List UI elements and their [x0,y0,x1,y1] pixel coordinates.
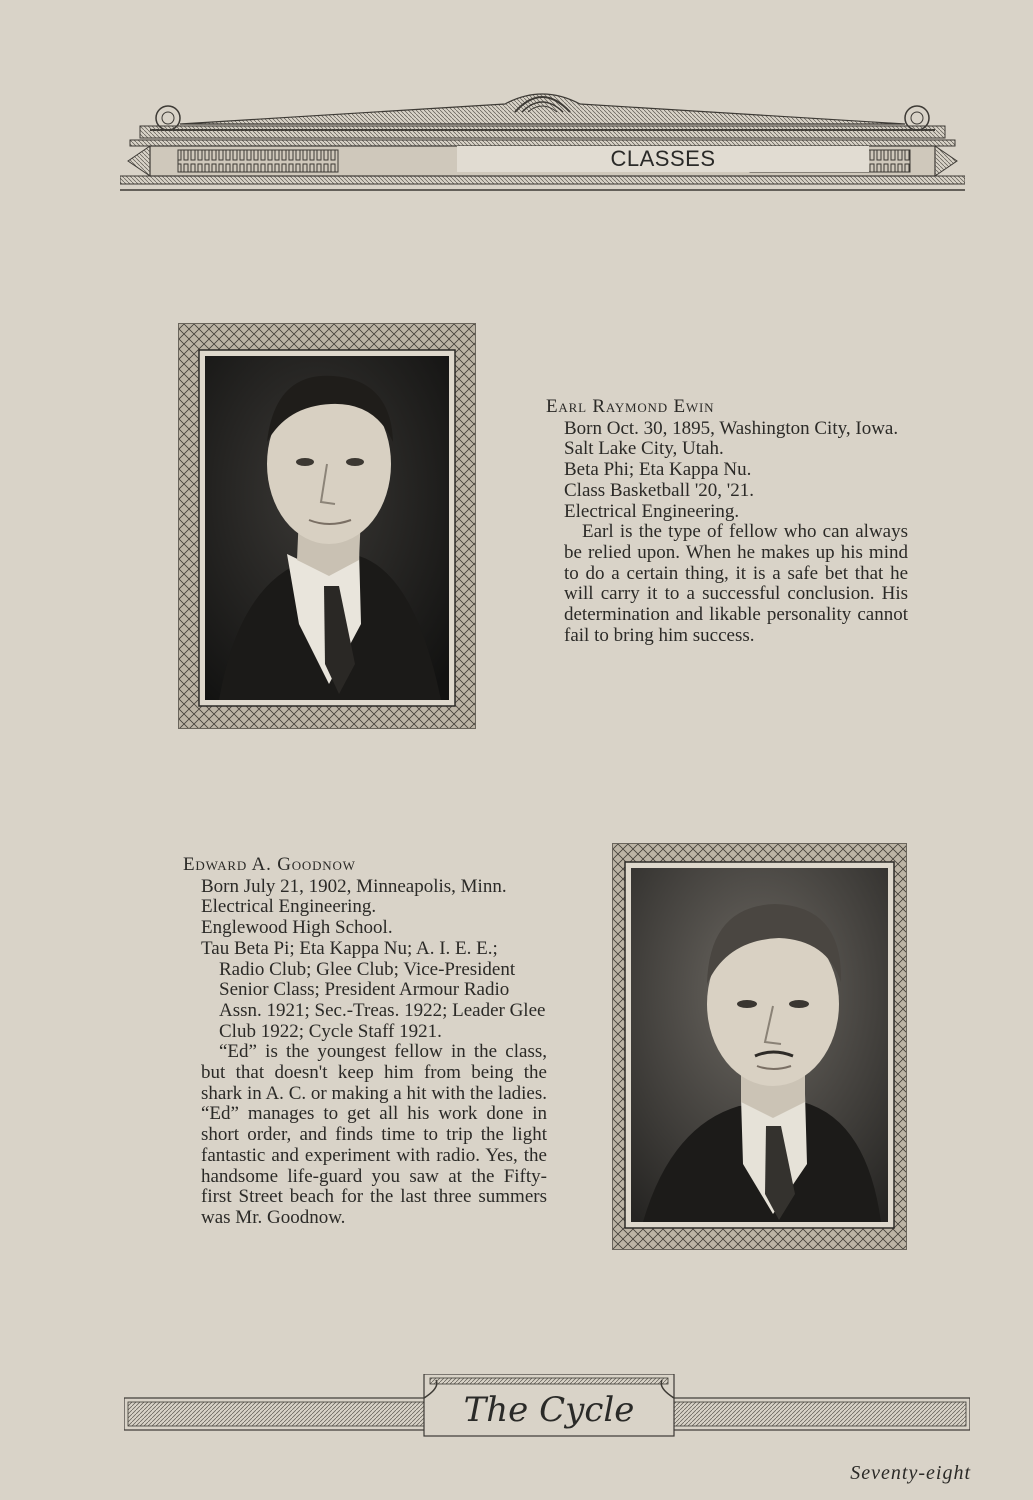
student-name: Earl Raymond Ewin [546,396,715,417]
student-fact: Born July 21, 1902, Minneapolis, Minn. [201,875,507,897]
page-number: Seventy-eight [850,1462,971,1484]
student-description: Earl is the type of fellow who can always be relied upon. When he makes up his mind to do a certain thing, it is a safe bet that he will carry it to a successful conclusion. His determination and likable personality cannot fail to bring him success. [564,521,908,646]
student-bio-earl [546,397,908,646]
cycle-footer-ornament [124,1374,970,1440]
classes-header-ornament [120,82,965,197]
page-section-title: CLASSES [457,146,869,172]
header-ornament-art [120,82,965,197]
student-fact: Electrical Engineering. [201,896,377,918]
student-bio-edward [183,855,547,1229]
portrait-photo-edward [613,844,906,1249]
student-fact: Born Oct. 30, 1895, Washington City, Iowa. [564,417,899,439]
yearbook-title: The Cycle [463,1390,635,1430]
student-fact: Beta Phi; Eta Kappa Nu. [564,459,752,481]
portrait-photo-earl [179,324,475,728]
student-fact: Class Basketball '20, '21. [564,479,754,501]
student-fact: Electrical Engineering. [564,500,740,522]
portrait-frame-edward [612,843,907,1250]
portrait-frame-earl [178,323,476,729]
student-fact: Englewood High School. [201,917,393,939]
student-fact: Salt Lake City, Utah. [564,438,724,460]
student-fact: Tau Beta Pi; Eta Kappa Nu; A. I. E. E.; Radio Club; Glee Club; Vice-President Senior Class; President Armour Radio Assn. 1921; Sec.-Treas. 1922; Leader Glee Club 1922; Cycle Staff 1921. [201,937,546,1042]
student-description: “Ed” is the youngest fellow in the class, but that doesn't keep him from being the shark in A. C. or making a hit with the ladies. “Ed” manages to get all his work done in short order, and finds time to trip the light fantastic and experiment with radio. Yes, the handsome life-guard you saw at the Fifty-first Street beach for the last three summers was Mr. Goodnow. [201,1041,547,1228]
student-name: Edward A. Goodnow [183,854,356,875]
